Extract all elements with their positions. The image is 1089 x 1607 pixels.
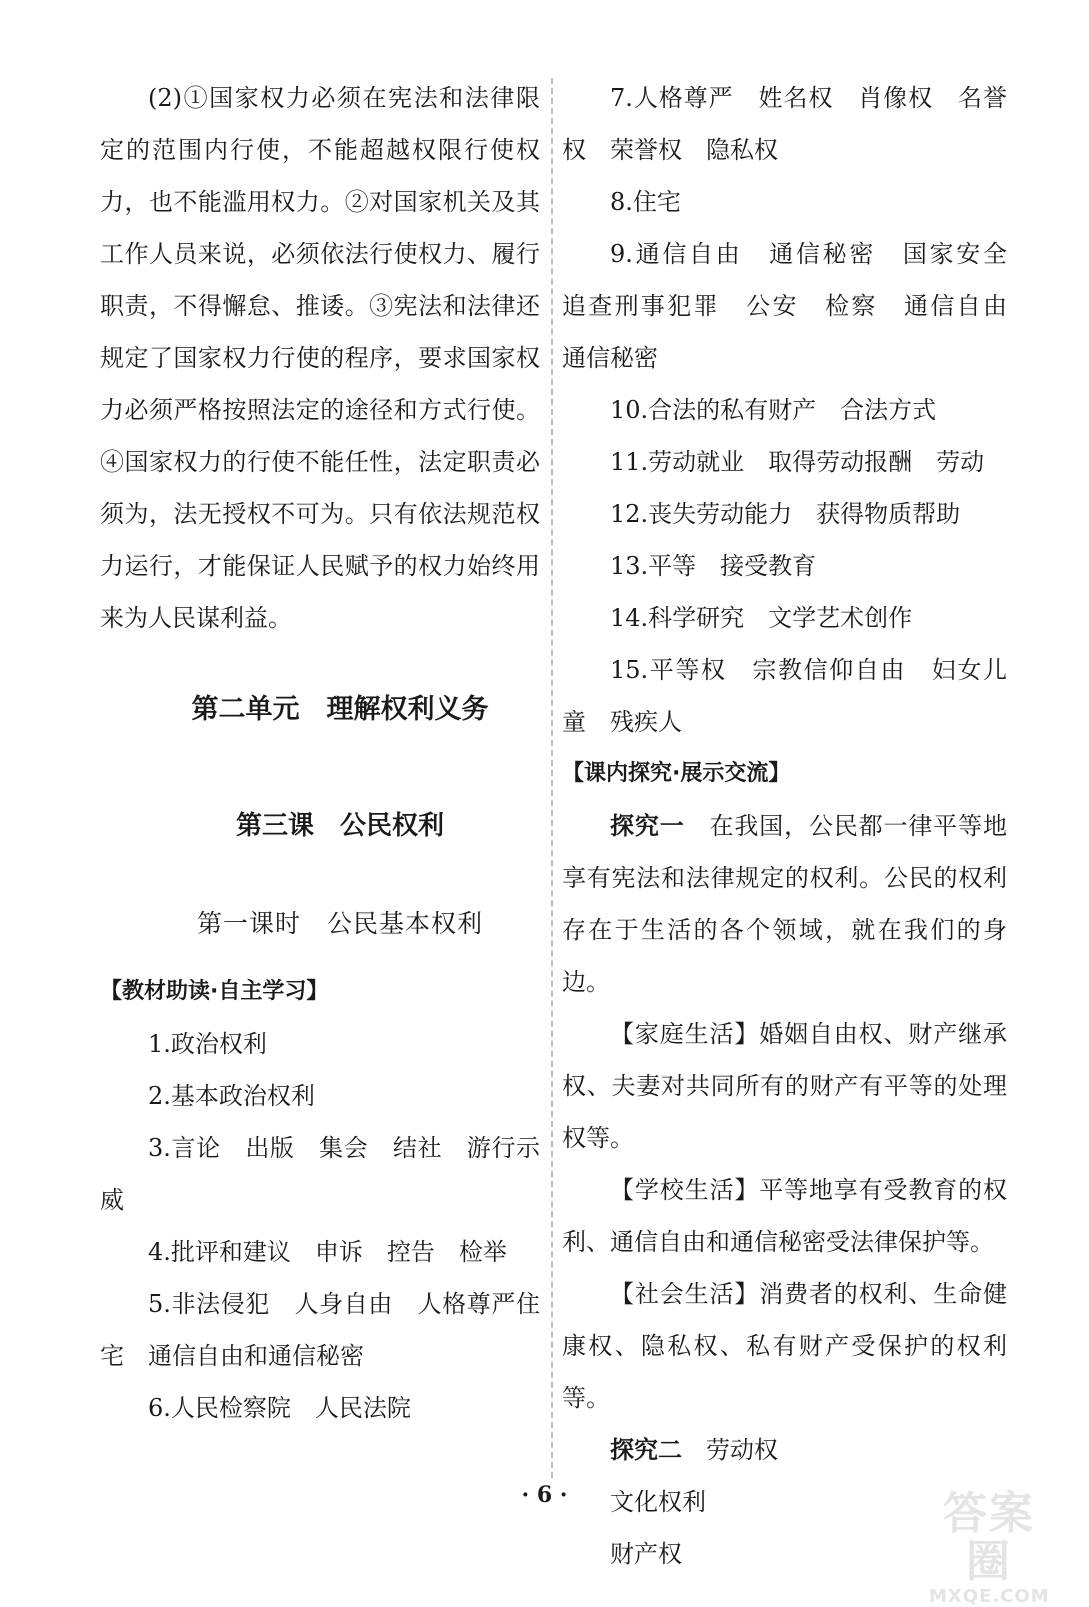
explore-two-text: 劳动权 [706, 1436, 778, 1464]
page-number: · 6 · [521, 1482, 568, 1508]
culture-rights: 文化权利 [610, 1488, 706, 1516]
list-item: 13.平等 接受教育 [610, 552, 817, 580]
list-item: 7.人格尊严 姓名权 肖像权 名誉权 荣誉权 隐私权 [562, 84, 1007, 164]
list-item: 2.基本政治权利 [148, 1082, 315, 1110]
list-item: 14.科学研究 文学艺术创作 [610, 604, 913, 632]
watermark-chars: 答案圈 [943, 1488, 1035, 1587]
column-divider [551, 78, 553, 1478]
list-item: 3.言论 出版 集会 结社 游行示威 [100, 1134, 540, 1214]
social-life: 【社会生活】消费者的权利、生命健康权、隐私权、私有财产受保护的权利等。 [562, 1280, 1007, 1412]
explore-two-label: 探究二 [610, 1436, 682, 1464]
list-item: 15.平等权 宗教信仰自由 妇女儿童 残疾人 [562, 656, 1007, 736]
list-item: 4.批评和建议 申诉 控告 检举 [148, 1238, 507, 1266]
list-item: 10.合法的私有财产 合法方式 [610, 396, 937, 424]
period-title: 第一课时 公民基本权利 [196, 909, 483, 938]
family-life: 【家庭生活】婚姻自由权、财产继承权、夫妻对共同所有的财产有平等的处理权等。 [562, 1020, 1007, 1152]
list-item: 5.非法侵犯 人身自由 人格尊严住宅 通信自由和通信秘密 [100, 1290, 540, 1370]
property-rights: 财产权 [610, 1540, 682, 1568]
explore-one-text: 在我国，公民都一律平等地享有宪法和法律规定的权利。公民的权利存在于生活的各个领域，就在我们的身边。 [562, 812, 1008, 996]
watermark-url: MXQE.COM [929, 1586, 1050, 1607]
explore-two [562, 1424, 1007, 1476]
list-item: 6.人民检察院 人民法院 [148, 1394, 411, 1422]
section-heading-explore: 【课内探究·展示交流】 [562, 761, 791, 786]
watermark-logo [929, 1488, 1050, 1607]
list-item: 12.丧失劳动能力 获得物质帮助 [610, 500, 961, 528]
explore-one-label: 探究一 [610, 812, 685, 840]
right-column [562, 72, 1031, 1580]
list-item: 1.政治权利 [148, 1030, 267, 1058]
left-column [100, 72, 540, 1434]
unit-title: 第二单元 理解权利义务 [191, 694, 489, 725]
answer-paragraph: (2)①国家权力必须在宪法和法律限定的范围内行使，不能超越权限行使权力，也不能滥用权力。②对国家机关及其工作人员来说，必须依法行使权力、履行职责，不得懈怠、推诿。③宪法和法律还规定了国家权力行使的程序，要求国家权力必须严格按照法定的途径和方式行使。④国家权力的行使不能任性，法定职责必须为，法无授权不可为。只有依法规范权力运行，才能保证人民赋予的权力始终用来为人民谋利益。 [100, 84, 540, 632]
school-life: 【学校生活】平等地享有受教育的权利、通信自由和通信秘密受法律保护等。 [562, 1176, 1007, 1256]
list-item: 8.住宅 [610, 188, 681, 216]
explore-one [562, 800, 1007, 1008]
list-item: 9.通信自由 通信秘密 国家安全 追查刑事犯罪 公安 检察 通信自由 通信秘密 [562, 240, 1031, 372]
lesson-title: 第三课 公民权利 [235, 811, 444, 841]
list-item: 11.劳动就业 取得劳动报酬 劳动 [610, 448, 985, 476]
section-heading-self-study: 【教材助读·自主学习】 [100, 979, 329, 1004]
